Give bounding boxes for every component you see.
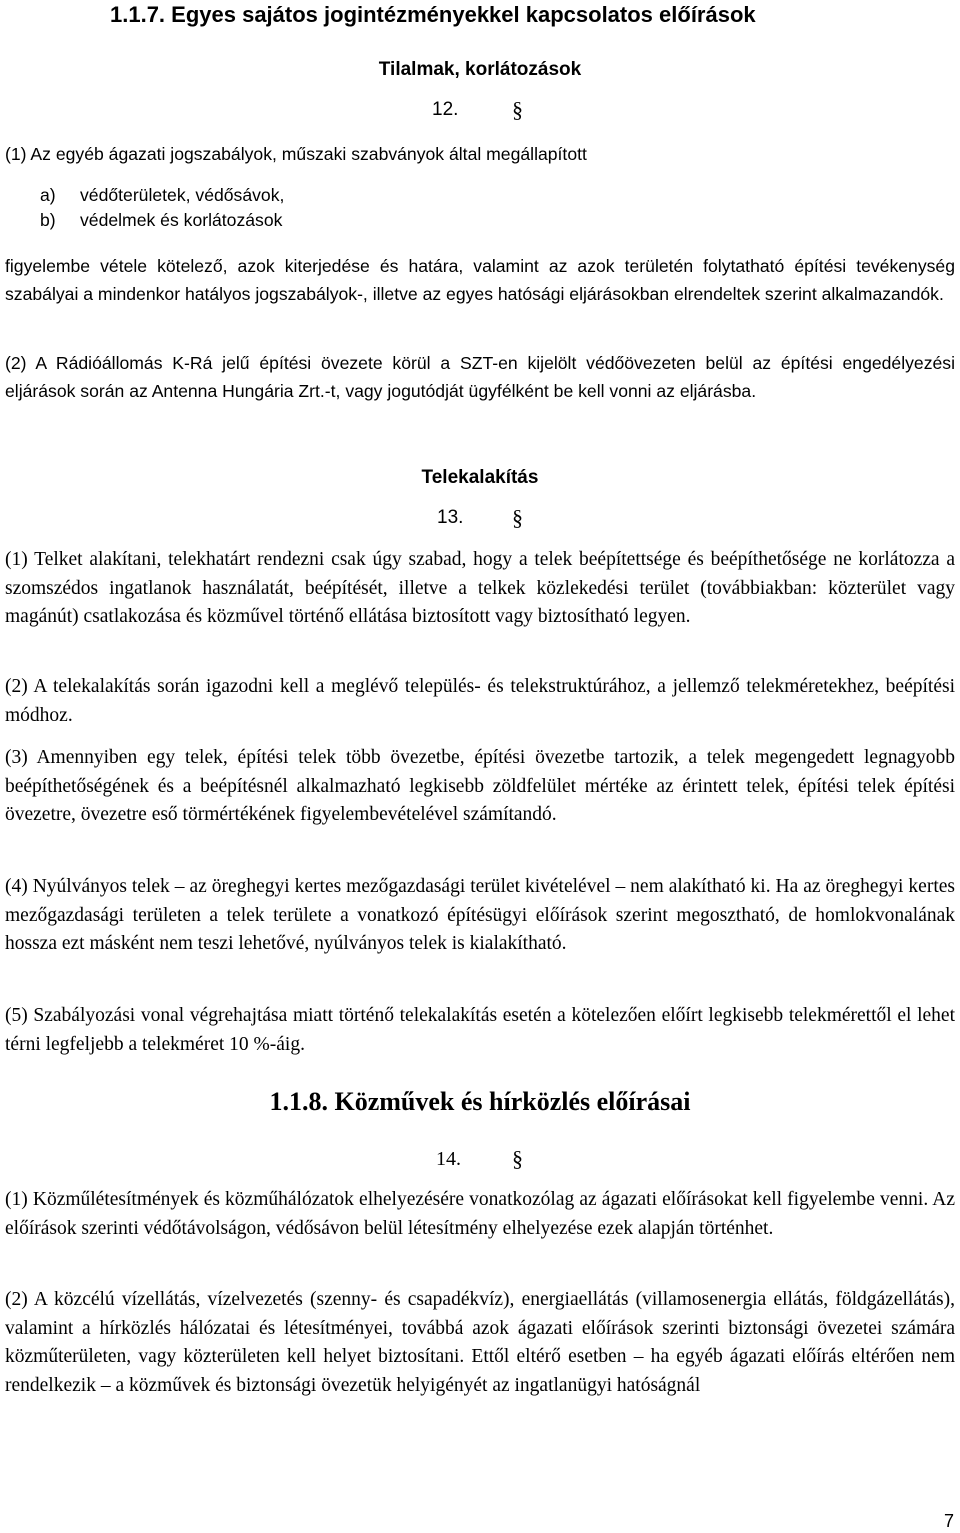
list-text: védelmek és korlátozások	[80, 210, 283, 230]
paragraph-13-3: (3) Amennyiben egy telek, építési telek több övezetbe, építési övezetbe tartozik, a telek megengedett legnagyobb beépíthetőségének és a beépítésnél alkalmazható legkisebb zöldfelület mértéke az érintett telek, építési telek építési övezetre, övezetre eső törmértékének figyelembevételével számítandó.	[5, 747, 955, 826]
paragraph-12-1-intro: (1) Az egyéb ágazati jogszabályok, műszaki szabványok által megállapított	[5, 144, 587, 164]
section-heading: 1.1.7. Egyes sajátos jogintézményekkel kapcsolatos előírások	[110, 2, 756, 27]
page-number: 7	[943, 1511, 954, 1531]
list-item	[40, 183, 284, 208]
paragraph-13-4: (4) Nyúlványos telek – az öreghegyi kertes mezőgazdasági terület kivételével – nem alakítható ki. Ha az öreghegyi kertes mezőgazdasági területen a telek területe a vonatkozó építésügyi előírások szerint megosztható, de homlokvonalának hossza ezt másként nem teszi lehetővé, nyúlványos telek is kialakítható.	[5, 876, 955, 955]
paragraph-number-14: 14.	[436, 1148, 461, 1170]
paragraph-14-1: (1) Közműlétesítmények és közműhálózatok elhelyezésére vonatkozólag az ágazati előírásokat kell figyelembe venni. Az előírások szerinti védőtávolságon, védősávon belül létesítmény elhelyezése ezek alapján történhet.	[5, 1189, 955, 1239]
section-symbol: §	[512, 1146, 523, 1171]
section-2-heading: 1.1.8. Közművek és hírközlés előírásai	[269, 1087, 691, 1116]
subsection-title-telekalakitas: Telekalakítás	[421, 467, 539, 488]
list-item	[40, 208, 282, 233]
list-text: védőterületek, védősávok,	[80, 185, 285, 205]
paragraph-13-1: (1) Telket alakítani, telekhatárt rendezni csak úgy szabad, hogy a telek beépítettsége és beépíthetősége ne korlátozza a szomszédos ingatlanok használatát, beépítését, illetve a telkek közlekedési terület (továbbiakban: közterület vagy magánút) csatlakozása és közművel történő ellátása biztosított vagy biztosítható legyen.	[5, 549, 955, 628]
paragraph-number-12: 12.	[432, 99, 459, 120]
paragraph-14-2: (2) A közcélú vízellátás, vízelvezetés (szenny- és csapadékvíz), energiaellátás (villamosenergia ellátás, földgázellátás), valamint a hírközlés hálózatai és létesítményei, továbbá azok ágazati előírások szerinti biztonsági övezetei számára közműterületen, vagy közterületen kell helyet biztosítani. Ettől eltérő esetben – ha egyéb ágazati előírás eltérően nem rendelkezik – a közművek és biztonsági övezetük helyigényét az ingatlanügyi hatóságnál	[5, 1289, 955, 1397]
list-marker: b)	[40, 210, 56, 230]
paragraph-12-2: (2) A Rádióállomás K-Rá jelű építési övezete körül a SZT-en kijelölt védőövezeten belül az építési engedélyezési eljárások során az Antenna Hungária Zrt.-t, vagy jogutódját ügyfélként be kell vonni az eljárásba.	[5, 353, 955, 401]
paragraph-number-13: 13.	[437, 507, 464, 528]
paragraph-13-5: (5) Szabályozási vonal végrehajtása miatt történő telekalakítás esetén a kötelezően előírt legkisebb telekmérettől el lehet térni legfeljebb a telekméret 10 %-áig.	[5, 1005, 955, 1055]
section-symbol: §	[512, 505, 523, 530]
section-symbol: §	[512, 97, 523, 122]
list-marker: a)	[40, 185, 56, 205]
paragraph-13-2: (2) A telekalakítás során igazodni kell a meglévő település- és telekstruktúrához, a jellemző telekméretekhez, beépítési módhoz.	[5, 676, 955, 726]
subsection-title-tilalmak: Tilalmak, korlátozások	[378, 59, 582, 80]
paragraph-12-1-continued: figyelembe vétele kötelező, azok kiterjedése és határa, valamint az azok területén folytatható építési tevékenység szabályai a mindenkor hatályos jogszabályok-, illetve az egyes hatósági eljárásokban elrendeltek szerint alkalmazandók.	[5, 256, 955, 304]
